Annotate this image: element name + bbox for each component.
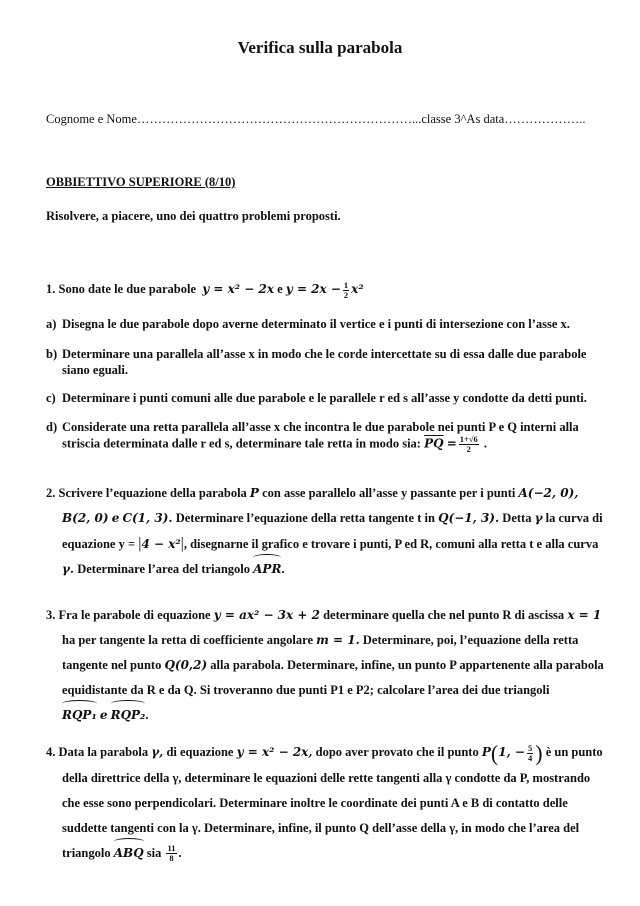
date-dots: ……………….. — [504, 112, 586, 126]
fraction: $\frac{1}{2}$ — [343, 279, 349, 300]
header-line — [46, 112, 586, 127]
triangle-symbol: RQP₁ — [62, 703, 97, 728]
fraction: $\frac{11}{8}$ — [167, 843, 176, 864]
triangle-symbol: RQP₂ — [111, 703, 146, 728]
problem-1-part-d — [46, 419, 612, 454]
equation: y = 2x − — [285, 282, 341, 296]
problem-text: Sono date le due parabole — [58, 282, 197, 296]
problem-1-part-b — [46, 346, 612, 378]
parabola-symbol: P — [249, 486, 259, 500]
fraction: $\frac{1+√6}{2}$ — [459, 434, 478, 454]
problem-3-statement: 3. Fra le parabole di equazione y = ax² − 3x + 2 determinare quella che nel punto R di ascissa x = 1 ha per tangente la retta di coefficiente angolare m = 1. Determinare, poi, l’equazione della retta tangente nel punto Q(0,2) alla parabola. Determinare, infine, un punto P appartenente alla parabola equidistante da R e da Q. Si troveranno due punti P1 e P2; calcolare l’area dei due triangoli RQP₁ e RQP₂. — [46, 603, 612, 728]
triangle-symbol: APR — [253, 557, 281, 582]
fraction: $\frac{5}{4}$ — [527, 742, 533, 763]
equation-term: x² — [351, 282, 364, 296]
section-heading: OBBIETTIVO SUPERIORE (8/10) — [46, 175, 236, 189]
part-label: b) — [46, 347, 58, 361]
problem-number: 4. — [46, 745, 56, 759]
equation: y = x² − 2x — [202, 282, 274, 296]
problem-number: 3. — [46, 608, 56, 622]
part-label: a) — [46, 317, 57, 331]
part-text: Considerate una retta parallela all’asse x che incontra le due parabole nei punti P e Q interni alla striscia determinata dalle r ed s, determinare tale retta in modo sia: $\overline{PQ}$ = $\frac{1+√6}{2}$ . — [62, 420, 579, 454]
point: Q(0,2) — [164, 658, 208, 672]
problem-2-statement: 2. Scrivere l’equazione della parabola P con asse parallelo all’asse y passante per i punti A(−2, 0), B(2, 0) e C(1, 3). Determinare l’equazione della retta tangente t in Q(−1, 3). Detta γ la curva di equazione y = |4 − x²|, disegnarne il grafico e trovare i punti, P ed R, comuni alla retta t e alla curva γ. Determinare l’area del triangolo APR. — [46, 481, 612, 582]
part-label: c) — [46, 391, 56, 405]
equation: m = 1. — [316, 633, 360, 647]
problem-4-statement: 4. Data la parabola γ, di equazione y = x² − 2x, dopo aver provato che il punto P(1, − $\frac{5}{4}$ ) è un punto della direttrice della γ, determinare le equazioni delle rette tangenti alla γ condotte da P, mostrando che esse sono perpendicolari. Determinare inoltre le coordinate dei punti A e B di contatto delle suddette tangenti con la γ. Determinare, infine, il punto Q dell’asse della γ, in modo che l’area del triangolo ABQ sia $\frac{11}{8}$ . — [46, 740, 612, 866]
triangle-symbol: ABQ — [114, 841, 144, 866]
equation: y = x² − 2x, — [236, 745, 313, 759]
name-label: Cognome e Nome — [46, 112, 137, 126]
class-label: classe 3^As data — [421, 112, 505, 126]
curve-symbol: γ, — [151, 745, 164, 759]
part-label: d) — [46, 420, 58, 434]
document-title: Verifica sulla parabola — [237, 38, 403, 57]
problem-1-part-c — [46, 390, 612, 406]
curve-symbol: γ — [534, 511, 543, 525]
point: Q(−1, 3). — [438, 511, 500, 525]
part-text: Disegna le due parabole dopo averne determinato il vertice e i punti di intersezione con l’asse x. — [62, 317, 570, 331]
name-dots: …………………………………………………………... — [136, 112, 422, 126]
absolute-value: 4 − x² — [141, 537, 181, 551]
instruction: Risolvere, a piacere, uno dei quattro problemi proposti. — [46, 209, 341, 223]
conjunction: e — [277, 282, 283, 296]
problem-1-statement — [46, 277, 612, 302]
point: C(1, 3). — [122, 511, 173, 525]
problem-number: 2. — [46, 486, 56, 500]
point: P — [481, 745, 491, 759]
part-text: Determinare i punti comuni alle due parabole e le parallele r ed s all’asse y condotte da detti punti. — [62, 391, 587, 405]
point: A(−2, 0), — [518, 486, 579, 500]
problem-1-part-a — [46, 316, 612, 332]
equation: x = 1 — [567, 608, 602, 622]
part-text: Determinare una parallela all’asse x in modo che le corde intercettate su di essa dalle due parabole siano eguali. — [62, 347, 587, 377]
equation: y = ax² − 3x + 2 — [213, 608, 320, 622]
problem-number: 1. — [46, 282, 56, 296]
point: B(2, 0) — [62, 511, 109, 525]
segment: $\overline{PQ}$ — [424, 436, 444, 451]
